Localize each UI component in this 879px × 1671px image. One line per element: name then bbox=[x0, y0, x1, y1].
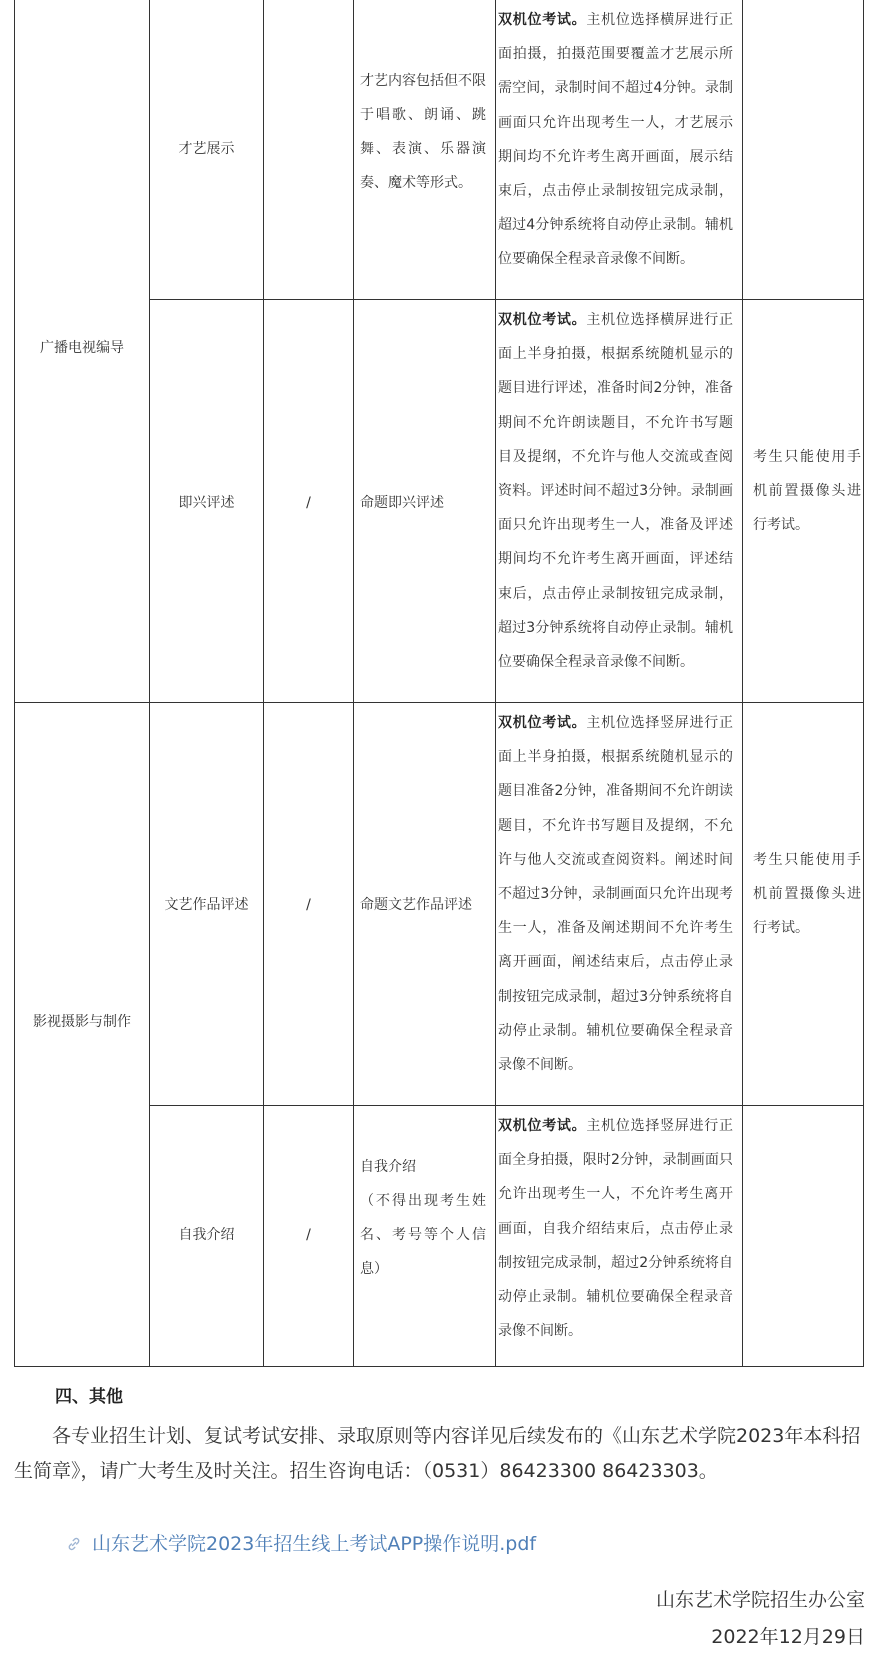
major-name: 影视摄影与制作 bbox=[33, 1014, 131, 1030]
paragraph-text: 各专业招生计划、复试考试安排、录取原则等内容详见后续发布的《山东艺术学院2023年本科招生简章》，请广大考生及时关注。招生咨询电话：（0531）86423300 86423303。 bbox=[14, 1425, 861, 1482]
requirement-cell bbox=[496, 303, 737, 679]
table-border-right bbox=[863, 0, 864, 1367]
major-cell bbox=[15, 300, 149, 396]
content-cell: 命题文艺作品评述 bbox=[360, 897, 472, 913]
repertoire-value: / bbox=[306, 897, 311, 913]
subject-cell bbox=[150, 880, 263, 930]
requirement-lead: 双机位考试。 bbox=[498, 715, 587, 731]
subject-name: 即兴评述 bbox=[178, 495, 235, 511]
repertoire-cell bbox=[264, 1210, 353, 1260]
subject-cell bbox=[150, 1210, 263, 1260]
section-title: 四、其他 bbox=[55, 1387, 123, 1407]
table-divider bbox=[149, 299, 864, 300]
requirement-lead: 双机位考试。 bbox=[498, 12, 587, 28]
exam-requirements-table bbox=[14, 0, 864, 1367]
table-divider bbox=[353, 0, 354, 1367]
requirement-text: 主机位选择竖屏进行正面全身拍摄，限时2分钟，录制画面只允许出现考生一人，不允许考生离开画面，自我介绍结束后，点击停止录制按钮完成录制，超过2分钟系统将自动停止录制。辅机位要确保全程录音录像不间断。 bbox=[498, 1118, 734, 1340]
requirement-text: 主机位选择竖屏进行正面上半身拍摄，根据系统随机显示的题目准备2分钟，准备期间不允许朗读题目，不允许书写题目及提纲，不允许与他人交流或查阅资料。阐述时间不超过3分钟，录制画面只允许出现考生一人，准备及阐述期间不允许考生离开画面，阐述结束后，点击停止录制按钮完成录制，超过3分钟系统将自动停止录制。辅机位要确保全程录音录像不间断。 bbox=[498, 715, 734, 1074]
table-border-left bbox=[14, 0, 15, 1367]
requirement-cell bbox=[496, 1109, 737, 1348]
table-divider bbox=[149, 1105, 864, 1106]
link-icon bbox=[66, 1536, 82, 1552]
repertoire-cell bbox=[264, 880, 353, 930]
repertoire-value: / bbox=[306, 495, 311, 511]
subject-cell bbox=[150, 478, 263, 528]
subject-name: 才艺展示 bbox=[178, 141, 235, 157]
requirement-lead: 双机位考试。 bbox=[498, 1118, 587, 1134]
requirement-text: 主机位选择横屏进行正面拍摄，拍摄范围要覆盖才艺展示所需空间，录制时间不超过4分钟。录制画面只允许出现考生一人，才艺展示期间均不允许考生离开画面，展示结束后，点击停止录制按钮完成录制，超过4分钟系统将自动停止录制。辅机位要确保全程录音录像不间断。 bbox=[498, 12, 734, 268]
signature-date: 2022年12月29日 bbox=[711, 1626, 865, 1648]
content-cell: 自我介绍 （不得出现考生姓名、考号等个人信息） bbox=[360, 1159, 486, 1277]
requirement-cell bbox=[496, 3, 737, 277]
signature-office: 山东艺术学院招生办公室 bbox=[655, 1589, 865, 1611]
requirement-cell bbox=[496, 706, 737, 1082]
table-divider bbox=[14, 702, 864, 703]
table-divider bbox=[149, 0, 150, 1367]
repertoire-cell bbox=[264, 478, 353, 528]
table-divider bbox=[742, 0, 743, 1367]
table-border-bottom bbox=[14, 1366, 864, 1367]
requirement-text: 主机位选择横屏进行正面上半身拍摄，根据系统随机显示的题目进行评述，准备时间2分钟，准备期间不允许朗读题目，不允许书写题目及提纲，不允许与他人交流或查阅资料。评述时间不超过3分钟。录制画面只允许出现考生一人，准备及评述期间均不允许考生离开画面，评述结束后，点击停止录制按钮完成录制，超过3分钟系统将自动停止录制。辅机位要确保全程录音录像不间断。 bbox=[498, 312, 734, 671]
subject-name: 自我介绍 bbox=[178, 1227, 235, 1243]
subject-cell bbox=[150, 124, 263, 174]
body-paragraph bbox=[14, 1419, 866, 1488]
content-cell: 才艺内容包括但不限于唱歌、朗诵、跳舞、表演、乐器演奏、魔术等形式。 bbox=[360, 73, 486, 191]
attachment-label[interactable]: 山东艺术学院2023年招生线上考试APP操作说明.pdf bbox=[92, 1533, 537, 1555]
content-cell: 命题即兴评述 bbox=[360, 495, 444, 511]
major-cell bbox=[15, 974, 149, 1070]
note-cell: 考生只能使用手机前置摄像头进行考试。 bbox=[753, 852, 861, 936]
note-cell: 考生只能使用手机前置摄像头进行考试。 bbox=[753, 449, 861, 533]
attachment-link[interactable] bbox=[66, 1530, 536, 1558]
repertoire-value: / bbox=[306, 1227, 311, 1243]
table-divider bbox=[263, 0, 264, 1367]
subject-name: 文艺作品评述 bbox=[164, 897, 249, 913]
major-name: 广播电视编导 bbox=[40, 340, 124, 356]
requirement-lead: 双机位考试。 bbox=[498, 312, 587, 328]
